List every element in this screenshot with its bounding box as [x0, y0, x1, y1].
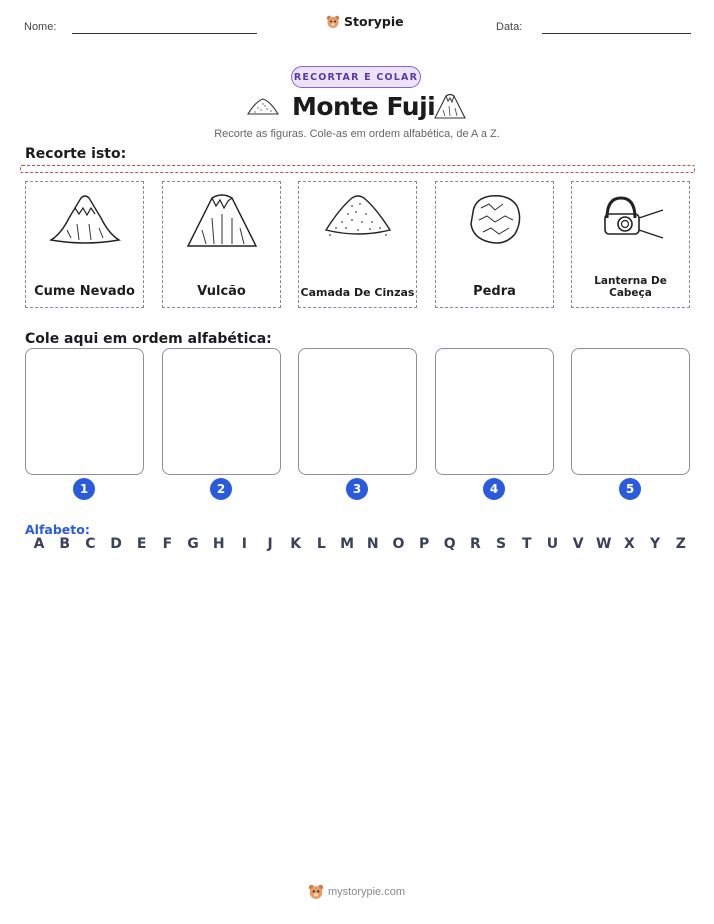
date-line[interactable] — [542, 33, 691, 34]
slot-number: 3 — [346, 478, 368, 500]
alphabet-letter: F — [162, 536, 173, 552]
card-label: Pedra — [473, 284, 516, 299]
alphabet-letter: U — [546, 536, 559, 552]
headlamp-icon — [595, 190, 667, 246]
date-label: Data: — [496, 21, 523, 33]
rock-icon — [465, 190, 525, 248]
cut-card-5[interactable] — [571, 181, 690, 308]
alphabet-letter: W — [596, 536, 612, 552]
card-label: Camada De Cinzas — [300, 286, 415, 299]
alphabet-letter: S — [496, 536, 507, 552]
snowy-peak-icon — [49, 190, 121, 246]
footer-site: mystorypie.com — [328, 886, 406, 898]
slot-number: 2 — [210, 478, 232, 500]
slot-number: 1 — [73, 478, 95, 500]
ash-layer-icon — [322, 190, 394, 242]
alphabet-letter: A — [33, 536, 45, 552]
alphabet-letter: J — [267, 536, 273, 552]
activity-badge: RECORTAR E COLAR — [291, 66, 421, 88]
volcano-small-icon — [433, 90, 467, 120]
alphabet-letter: C — [85, 536, 96, 552]
cut-card-2[interactable] — [162, 181, 281, 308]
paste-box-4[interactable] — [435, 348, 554, 475]
alphabet-row — [30, 536, 690, 552]
paste-box-3[interactable] — [298, 348, 417, 475]
brand-name: Storypie — [344, 14, 404, 29]
alphabet-heading: Alfabeto: — [25, 522, 90, 537]
cut-heading: Recorte isto: — [25, 146, 127, 162]
alphabet-letter: R — [470, 536, 481, 552]
alphabet-letter: Y — [650, 536, 661, 552]
paste-heading: Cole aqui em ordem alfabética: — [25, 331, 272, 347]
bear-mascot-icon — [326, 15, 340, 29]
card-label: Lanterna De Cabeça — [594, 275, 667, 299]
alphabet-letter: B — [59, 536, 70, 552]
alphabet-letter: G — [187, 536, 199, 552]
alphabet-letter: T — [521, 536, 532, 552]
page-title: Monte Fuji — [292, 92, 436, 121]
volcano-icon — [186, 190, 258, 250]
name-line[interactable] — [72, 33, 257, 34]
card-label: Cume Nevado — [34, 284, 135, 299]
alphabet-letter: K — [290, 536, 302, 552]
cut-card-1[interactable] — [25, 181, 144, 308]
cut-card-4[interactable] — [435, 181, 554, 308]
alphabet-letter: I — [241, 536, 247, 552]
ash-pile-icon — [246, 95, 280, 117]
paste-box-5[interactable] — [571, 348, 690, 475]
cut-card-3[interactable] — [298, 181, 417, 308]
slot-number: 5 — [619, 478, 641, 500]
brand-logo — [326, 14, 404, 29]
bear-mascot-icon — [308, 884, 324, 900]
paste-box-2[interactable] — [162, 348, 281, 475]
instructions: Recorte as figuras. Cole-as em ordem alfabética, de A a Z. — [214, 128, 500, 140]
footer — [308, 884, 405, 900]
cut-line — [20, 165, 695, 173]
alphabet-letter: O — [392, 536, 405, 552]
card-label: Vulcão — [197, 284, 246, 299]
alphabet-letter: X — [624, 536, 635, 552]
slot-number: 4 — [483, 478, 505, 500]
alphabet-letter: H — [212, 536, 225, 552]
alphabet-letter: V — [572, 536, 584, 552]
alphabet-letter: Z — [675, 536, 686, 552]
alphabet-letter: L — [316, 536, 326, 552]
alphabet-letter: Q — [443, 536, 456, 552]
name-label: Nome: — [24, 21, 57, 33]
alphabet-letter: D — [110, 536, 122, 552]
alphabet-letter: E — [136, 536, 147, 552]
alphabet-letter: N — [366, 536, 379, 552]
alphabet-letter: M — [340, 536, 355, 552]
alphabet-letter: P — [418, 536, 430, 552]
paste-box-1[interactable] — [25, 348, 144, 475]
